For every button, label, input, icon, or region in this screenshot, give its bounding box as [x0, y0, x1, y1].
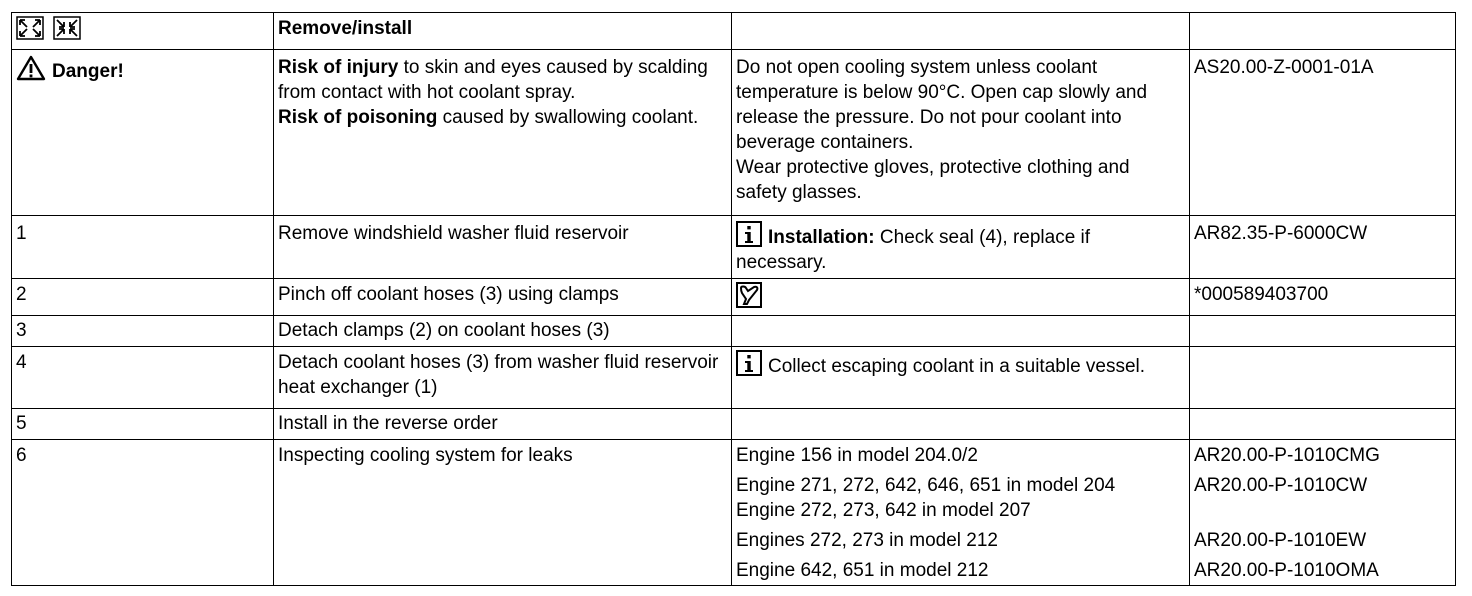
step-number: 4: [12, 347, 274, 409]
variant-item: Engine 156 in model 204.0/2: [736, 445, 978, 466]
danger-ref[interactable]: AS20.00-Z-0001-01A: [1190, 50, 1456, 216]
step-note: [732, 347, 1190, 409]
risk-poisoning-title: Risk of poisoning: [278, 107, 438, 128]
note-text: Collect escaping coolant in a suitable vessel.: [768, 356, 1146, 377]
variant-ref[interactable]: AR20.00-P-1010CMG: [1194, 445, 1380, 466]
collapse-icon[interactable]: [53, 16, 81, 40]
step-ref[interactable]: AR82.35-P-6000CW: [1190, 216, 1456, 279]
step-number: 5: [12, 409, 274, 440]
danger-row: [12, 50, 1456, 216]
variant-item: Engine 642, 651 in model 212: [736, 560, 989, 581]
danger-label-cell: [12, 50, 274, 216]
special-tool-icon: [736, 282, 762, 308]
step-note: [732, 316, 1190, 347]
step-note: [732, 216, 1190, 279]
risk-injury-text: to skin and eyes caused by scalding from contact with hot coolant spray.: [278, 57, 708, 103]
step-action: Remove windshield washer fluid reservoir: [274, 216, 732, 279]
variant-item: Engine 271, 272, 642, 646, 651 in model 204: [736, 475, 1116, 496]
step-action: Inspecting cooling system for leaks: [274, 440, 732, 586]
variant-item: Engine 272, 273, 642 in model 207: [736, 500, 1031, 521]
danger-measures-cell: [732, 50, 1190, 216]
danger-measures-ppe: Wear protective gloves, protective clothing and safety glasses.: [736, 157, 1130, 203]
header-col3: [732, 13, 1190, 50]
expand-icon[interactable]: [16, 16, 44, 40]
step-action: Detach coolant hoses (3) from washer fluid reservoir heat exchanger (1): [274, 347, 732, 409]
variant-list: [732, 440, 1190, 586]
header-row: [12, 13, 1456, 50]
header-icons-cell: [12, 13, 274, 50]
variant-item: Engines 272, 273 in model 212: [736, 530, 998, 551]
risk-poisoning-text: caused by swallowing coolant.: [437, 107, 699, 128]
section-title: Remove/install: [274, 13, 732, 50]
step-ref[interactable]: *000589403700: [1190, 279, 1456, 316]
info-icon: [736, 221, 762, 247]
step-number: 1: [12, 216, 274, 279]
variant-ref[interactable]: AR20.00-P-1010OMA: [1194, 560, 1379, 581]
installation-text: Check seal (4), replace if necessary.: [736, 227, 1091, 273]
risk-poisoning: [278, 105, 727, 130]
danger-risks-cell: [274, 50, 732, 216]
risk-injury: [278, 55, 727, 105]
variant-ref[interactable]: AR20.00-P-1010EW: [1194, 530, 1367, 551]
step-number: 2: [12, 279, 274, 316]
step-row-6: [12, 440, 1456, 586]
danger-measures: Do not open cooling system unless coolant temperature is below 90°C. Open cap slowly and release the pressure. Do not pour coolant into beverage containers.: [736, 57, 1148, 153]
step-note: [732, 409, 1190, 440]
step-number: 3: [12, 316, 274, 347]
step-row-3: [12, 316, 1456, 347]
variant-ref[interactable]: AR20.00-P-1010CW: [1194, 475, 1368, 496]
danger-label: Danger!: [52, 61, 124, 82]
info-icon: [736, 350, 762, 376]
step-action: Pinch off coolant hoses (3) using clamps: [274, 279, 732, 316]
step-row-4: [12, 347, 1456, 409]
step-row-1: [12, 216, 1456, 279]
step-action: Install in the reverse order: [274, 409, 732, 440]
step-row-5: [12, 409, 1456, 440]
installation-label: Installation:: [768, 227, 875, 248]
variant-ref-empty: [1194, 498, 1451, 523]
header-col4: [1190, 13, 1456, 50]
risk-injury-title: Risk of injury: [278, 57, 399, 78]
step-ref: [1190, 316, 1456, 347]
step-ref: [1190, 409, 1456, 440]
step-note: [732, 279, 1190, 316]
step-ref: [1190, 347, 1456, 409]
warning-triangle-icon: [16, 55, 46, 81]
variant-refs: [1190, 440, 1456, 586]
procedure-table: [11, 12, 1456, 586]
step-number: 6: [12, 440, 274, 586]
step-row-2: [12, 279, 1456, 316]
step-action: Detach clamps (2) on coolant hoses (3): [274, 316, 732, 347]
